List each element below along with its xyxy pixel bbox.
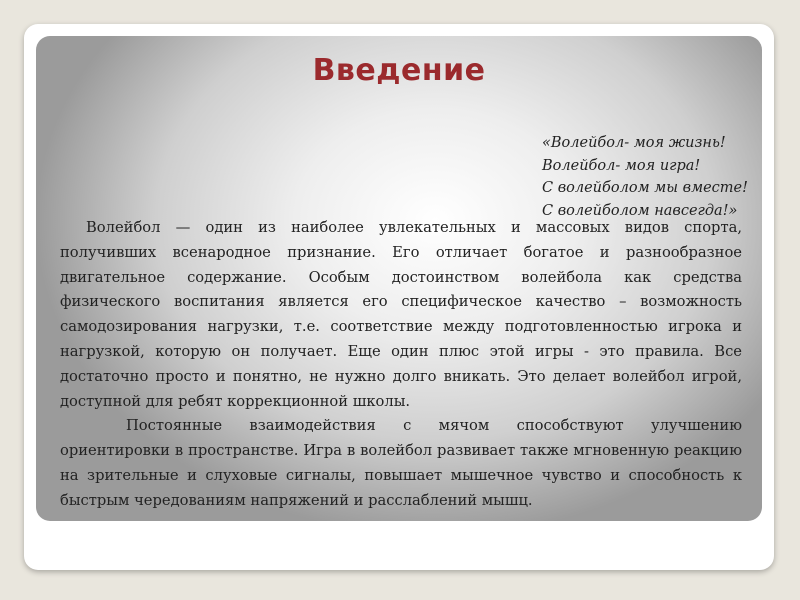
epigraph-line: С волейболом навсегда!»	[542, 202, 738, 219]
slide-frame	[24, 24, 774, 570]
body-text	[60, 216, 742, 514]
epigraph-line: «Волейбол- моя жизнь!	[542, 135, 726, 151]
paragraph: Постоянные взаимодействия с мячом способствуют улучшению ориентировки в пространстве. Игра в волейбол развивает также мгновенную реакцию на зрительные и слуховые сигналы, повышает мышечное чувство и способность к быстрым чередованиям напряжений и расслаблений мышц.	[60, 417, 742, 509]
epigraph-quote	[542, 132, 748, 222]
epigraph-line: Волейбол- моя игра!	[542, 157, 701, 174]
slide-title: Введение	[312, 53, 486, 88]
paragraph: Волейбол — один из наиболее увлекательных и массовых видов спорта, получивших всенародное признание. Его отличает богатое и разнообразное двигательное содержание. Особым достоинством волейбола как средства физического воспитания является его специфическое качество – возможность самодозирования нагрузки, т.е. соответствие между подготовленностью игрока и нагрузкой, которую он получает. Еще один плюс этой игры - это правила. Все достаточно просто и понятно, не нужно долго вникать. Это делает волейбол игрой, доступной для ребят коррекционной школы.	[60, 219, 742, 410]
content-panel	[36, 36, 762, 521]
epigraph-line: С волейболом мы вместе!	[542, 180, 748, 196]
